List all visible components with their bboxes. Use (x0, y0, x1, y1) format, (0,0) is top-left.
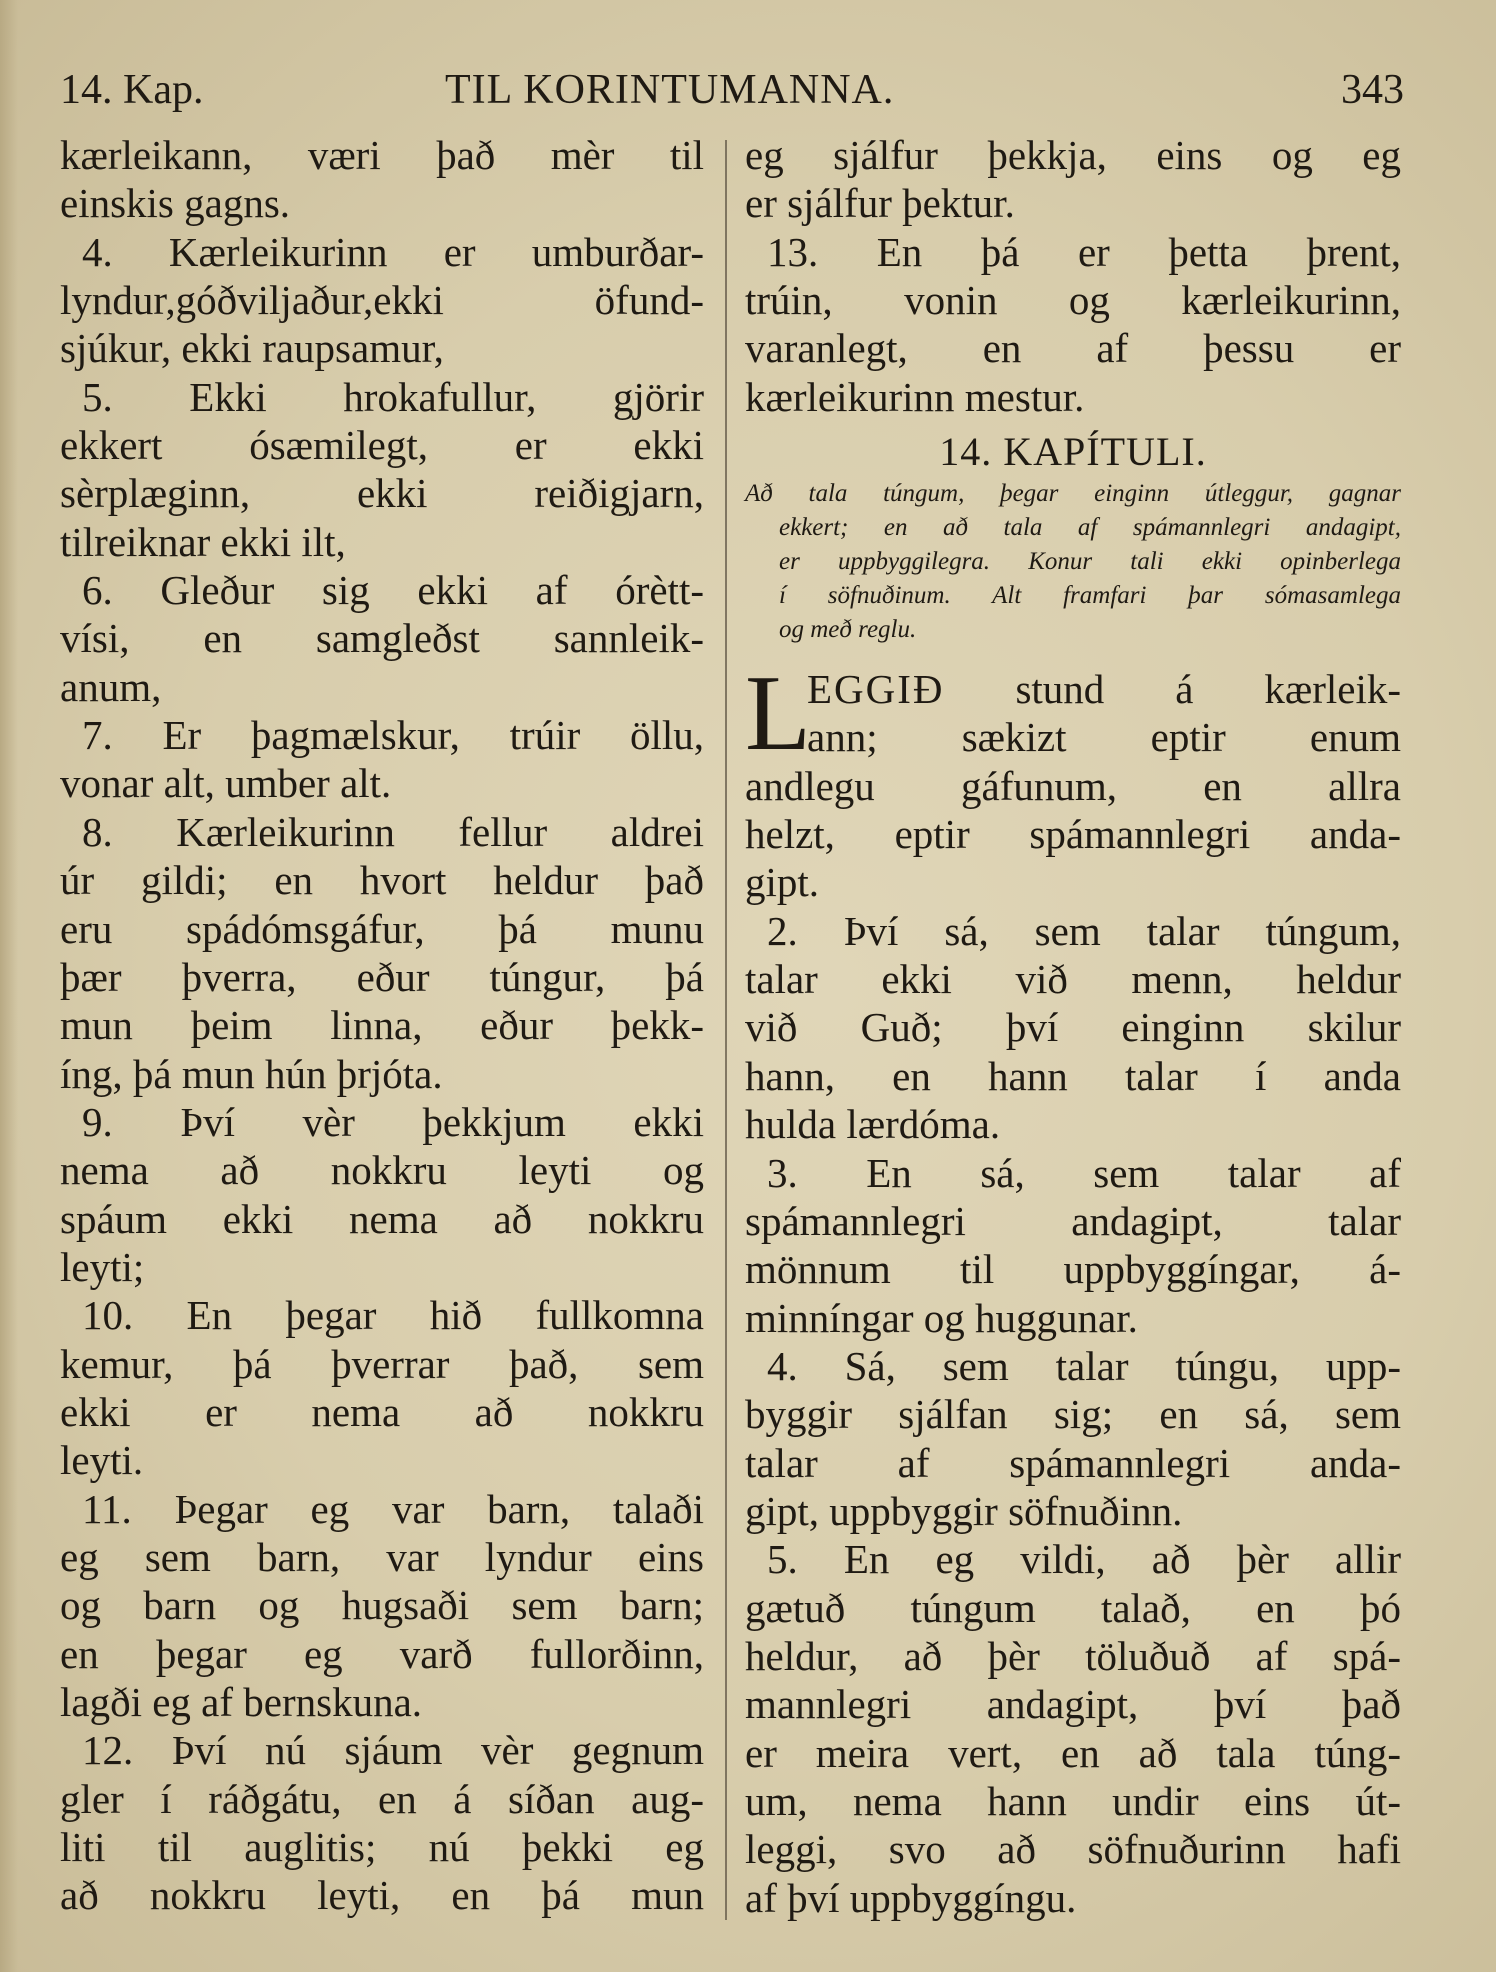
running-title: TIL KORINTUMANNA. (445, 67, 895, 113)
text-line: ekkert ósæmilegt, er ekki (60, 422, 704, 469)
running-header (60, 66, 1404, 116)
text-line: en þegar eg varð fullorðinn, (60, 1630, 704, 1677)
text-line: helzt, eptir spámannlegri anda- (745, 811, 1401, 858)
text-line: sjúkur, ekki raupsamur, (60, 325, 444, 372)
text-line: kærleikann, væri það mèr til (60, 132, 704, 178)
left-column (60, 131, 704, 1920)
text-line: er meira vert, en að tala túng- (745, 1729, 1401, 1776)
text-line: nema að nokkru leyti og (60, 1147, 704, 1194)
text-line: um, nema hann undir eins út- (745, 1777, 1401, 1824)
text-line: vísi, en samgleðst sannleik- (60, 615, 704, 662)
text-line: lyndur,góðviljaður,ekki öfund- (60, 277, 704, 324)
verse-paragraph (60, 1726, 704, 1919)
text-line: mannlegri andagipt, því það (745, 1681, 1401, 1728)
verse-paragraph (745, 228, 1401, 421)
chapter-opening (745, 654, 1401, 774)
page-number: 343 (1341, 67, 1404, 113)
text-line: að nokkru leyti, en þá mun (60, 1872, 704, 1919)
text-line: vonar alt, umber alt. (60, 760, 392, 807)
right-column (745, 131, 1401, 1922)
verse-paragraph (60, 566, 704, 711)
text-line: af því uppbyggíngu. (745, 1874, 1077, 1921)
text-line: andlegu gáfunum, en allra (745, 762, 1401, 809)
text-line: sèrplæginn, ekki reiðigjarn, (60, 470, 704, 517)
text-line (745, 665, 1401, 713)
text-line: liti til auglitis; nú þekki eg (60, 1824, 704, 1871)
text-line: 10. En þegar hið fullkomna (82, 1292, 704, 1339)
text-line: 3. En sá, sem talar af (767, 1149, 1401, 1196)
chapter-label: 14. Kap. (60, 67, 204, 113)
text-line: 2. Því sá, sem talar túngum, (767, 907, 1401, 954)
text-line: 6. Gleður sig ekki af órètt- (82, 567, 704, 614)
text-line: hann, en hann talar í anda (745, 1052, 1401, 1099)
text-line: við Guð; því einginn skilur (745, 1004, 1401, 1051)
text-line: og barn og hugsaði sem barn; (60, 1582, 704, 1629)
text-line: leggi, svo að söfnuðurinn hafi (745, 1826, 1401, 1873)
text-line: 7. Er þagmælskur, trúir öllu, (82, 712, 704, 759)
summary-line: Að tala túngum, þegar einginn útleggur, gagnar (745, 480, 1401, 508)
text-line: 13. En þá er þetta þrent, (767, 228, 1401, 275)
text-line: 9. Því vèr þekkjum ekki (82, 1098, 704, 1145)
text-line: eg sjálfur þekkja, eins og eg (745, 132, 1401, 178)
text-line: minníngar og huggunar. (745, 1294, 1138, 1341)
text-line: 11. Þegar eg var barn, talaði (82, 1485, 704, 1532)
text-line: varanlegt, en af þessu er (745, 325, 1401, 372)
opening-paragraph-rest (745, 762, 1401, 907)
verse-paragraph (745, 1342, 1401, 1535)
text-line: mönnum til uppbyggíngar, á- (745, 1246, 1401, 1293)
text-line: leyti. (60, 1437, 144, 1484)
text-line: er sjálfur þektur. (745, 180, 1015, 227)
text-line: eg sem barn, var lyndur eins (60, 1533, 704, 1580)
chapter-summary (745, 475, 1401, 665)
text-line: anum, (60, 663, 162, 710)
verse-paragraph (745, 1535, 1401, 1922)
text-line: ekki er nema að nokkru (60, 1388, 704, 1435)
verse-paragraph (60, 711, 704, 808)
right-column-verses-before (745, 131, 1401, 421)
text-line: ann; sækizt eptir enum (807, 714, 1401, 761)
verse-paragraph (745, 907, 1401, 1149)
text-line: 5. Ekki hrokafullur, gjörir (82, 373, 704, 420)
verse-paragraph (60, 1098, 704, 1291)
summary-line: ekkert; en að tala af spámannlegri andagipt, (779, 514, 1401, 542)
text-line: íng, þá mun hún þrjóta. (60, 1050, 443, 1097)
text-line: 12. Því nú sjáum vèr gegnum (82, 1727, 704, 1774)
text-line: gætuð túngum talað, en þó (745, 1584, 1401, 1631)
summary-line: og með reglu. (779, 616, 917, 644)
text-line: kærleikurinn mestur. (745, 373, 1085, 420)
text-line: einskis gagns. (60, 180, 291, 227)
text-line: þær þverra, eður túngur, þá (60, 953, 704, 1000)
verse-paragraph (60, 1291, 704, 1484)
text-line: 4. Kærleikurinn er umburðar- (82, 228, 704, 275)
page-edge-shadow (0, 0, 18, 1972)
text-line: talar ekki við menn, heldur (745, 956, 1401, 1003)
column-divider (725, 140, 727, 1920)
verse-paragraph (745, 1149, 1401, 1342)
summary-line: er uppbyggilegra. Konur tali ekki opinberlega (779, 548, 1401, 576)
text-line: 8. Kærleikurinn fellur aldrei (82, 808, 704, 855)
verse-paragraph (60, 131, 704, 228)
text-line: trúin, vonin og kærleikurinn, (745, 277, 1401, 324)
text-line: gler í ráðgátu, en á síðan aug- (60, 1775, 704, 1822)
text-line: tilreiknar ekki ilt, (60, 518, 346, 565)
text-line: kemur, þá þverrar það, sem (60, 1340, 704, 1387)
text-line: talar af spámannlegri anda- (745, 1439, 1401, 1486)
verse-paragraph (60, 808, 704, 1098)
text-line: leyti; (60, 1243, 145, 1290)
verse-paragraph (60, 228, 704, 373)
text-line: heldur, að þèr töluðuð af spá- (745, 1632, 1401, 1679)
small-caps-word: EGGIÐ (807, 666, 945, 713)
text-line: eru spádómsgáfur, þá munu (60, 905, 704, 952)
text-line: gipt, uppbyggir söfnuðinn. (745, 1487, 1183, 1534)
text-line: 4. Sá, sem talar túngu, upp- (767, 1342, 1401, 1389)
drop-cap: L (745, 654, 811, 774)
text-line: 5. En eg vildi, að þèr allir (767, 1536, 1401, 1583)
text-line: úr gildi; en hvort heldur það (60, 857, 704, 904)
summary-line: í söfnuðinum. Alt framfari þar sómasamlega (779, 582, 1401, 610)
text-line: hulda lærdóma. (745, 1101, 1001, 1148)
text-line: spáum ekki nema að nokkru (60, 1195, 704, 1242)
text-fragment: stund á kærleik- (944, 666, 1401, 713)
text-line: gipt. (745, 859, 820, 906)
text-line: mun þeim linna, eður þekk- (60, 1002, 704, 1049)
verse-paragraph (745, 131, 1401, 228)
chapter-heading: 14. KAPÍTULI. (939, 429, 1207, 475)
text-line: lagði eg af bernskuna. (60, 1679, 423, 1725)
text-line: spámannlegri andagipt, talar (745, 1197, 1401, 1244)
verse-paragraph (60, 1485, 704, 1727)
text-line: byggir sjálfan sig; en sá, sem (745, 1391, 1401, 1438)
verse-paragraph (60, 373, 704, 566)
right-column-verses-after (745, 907, 1401, 1922)
